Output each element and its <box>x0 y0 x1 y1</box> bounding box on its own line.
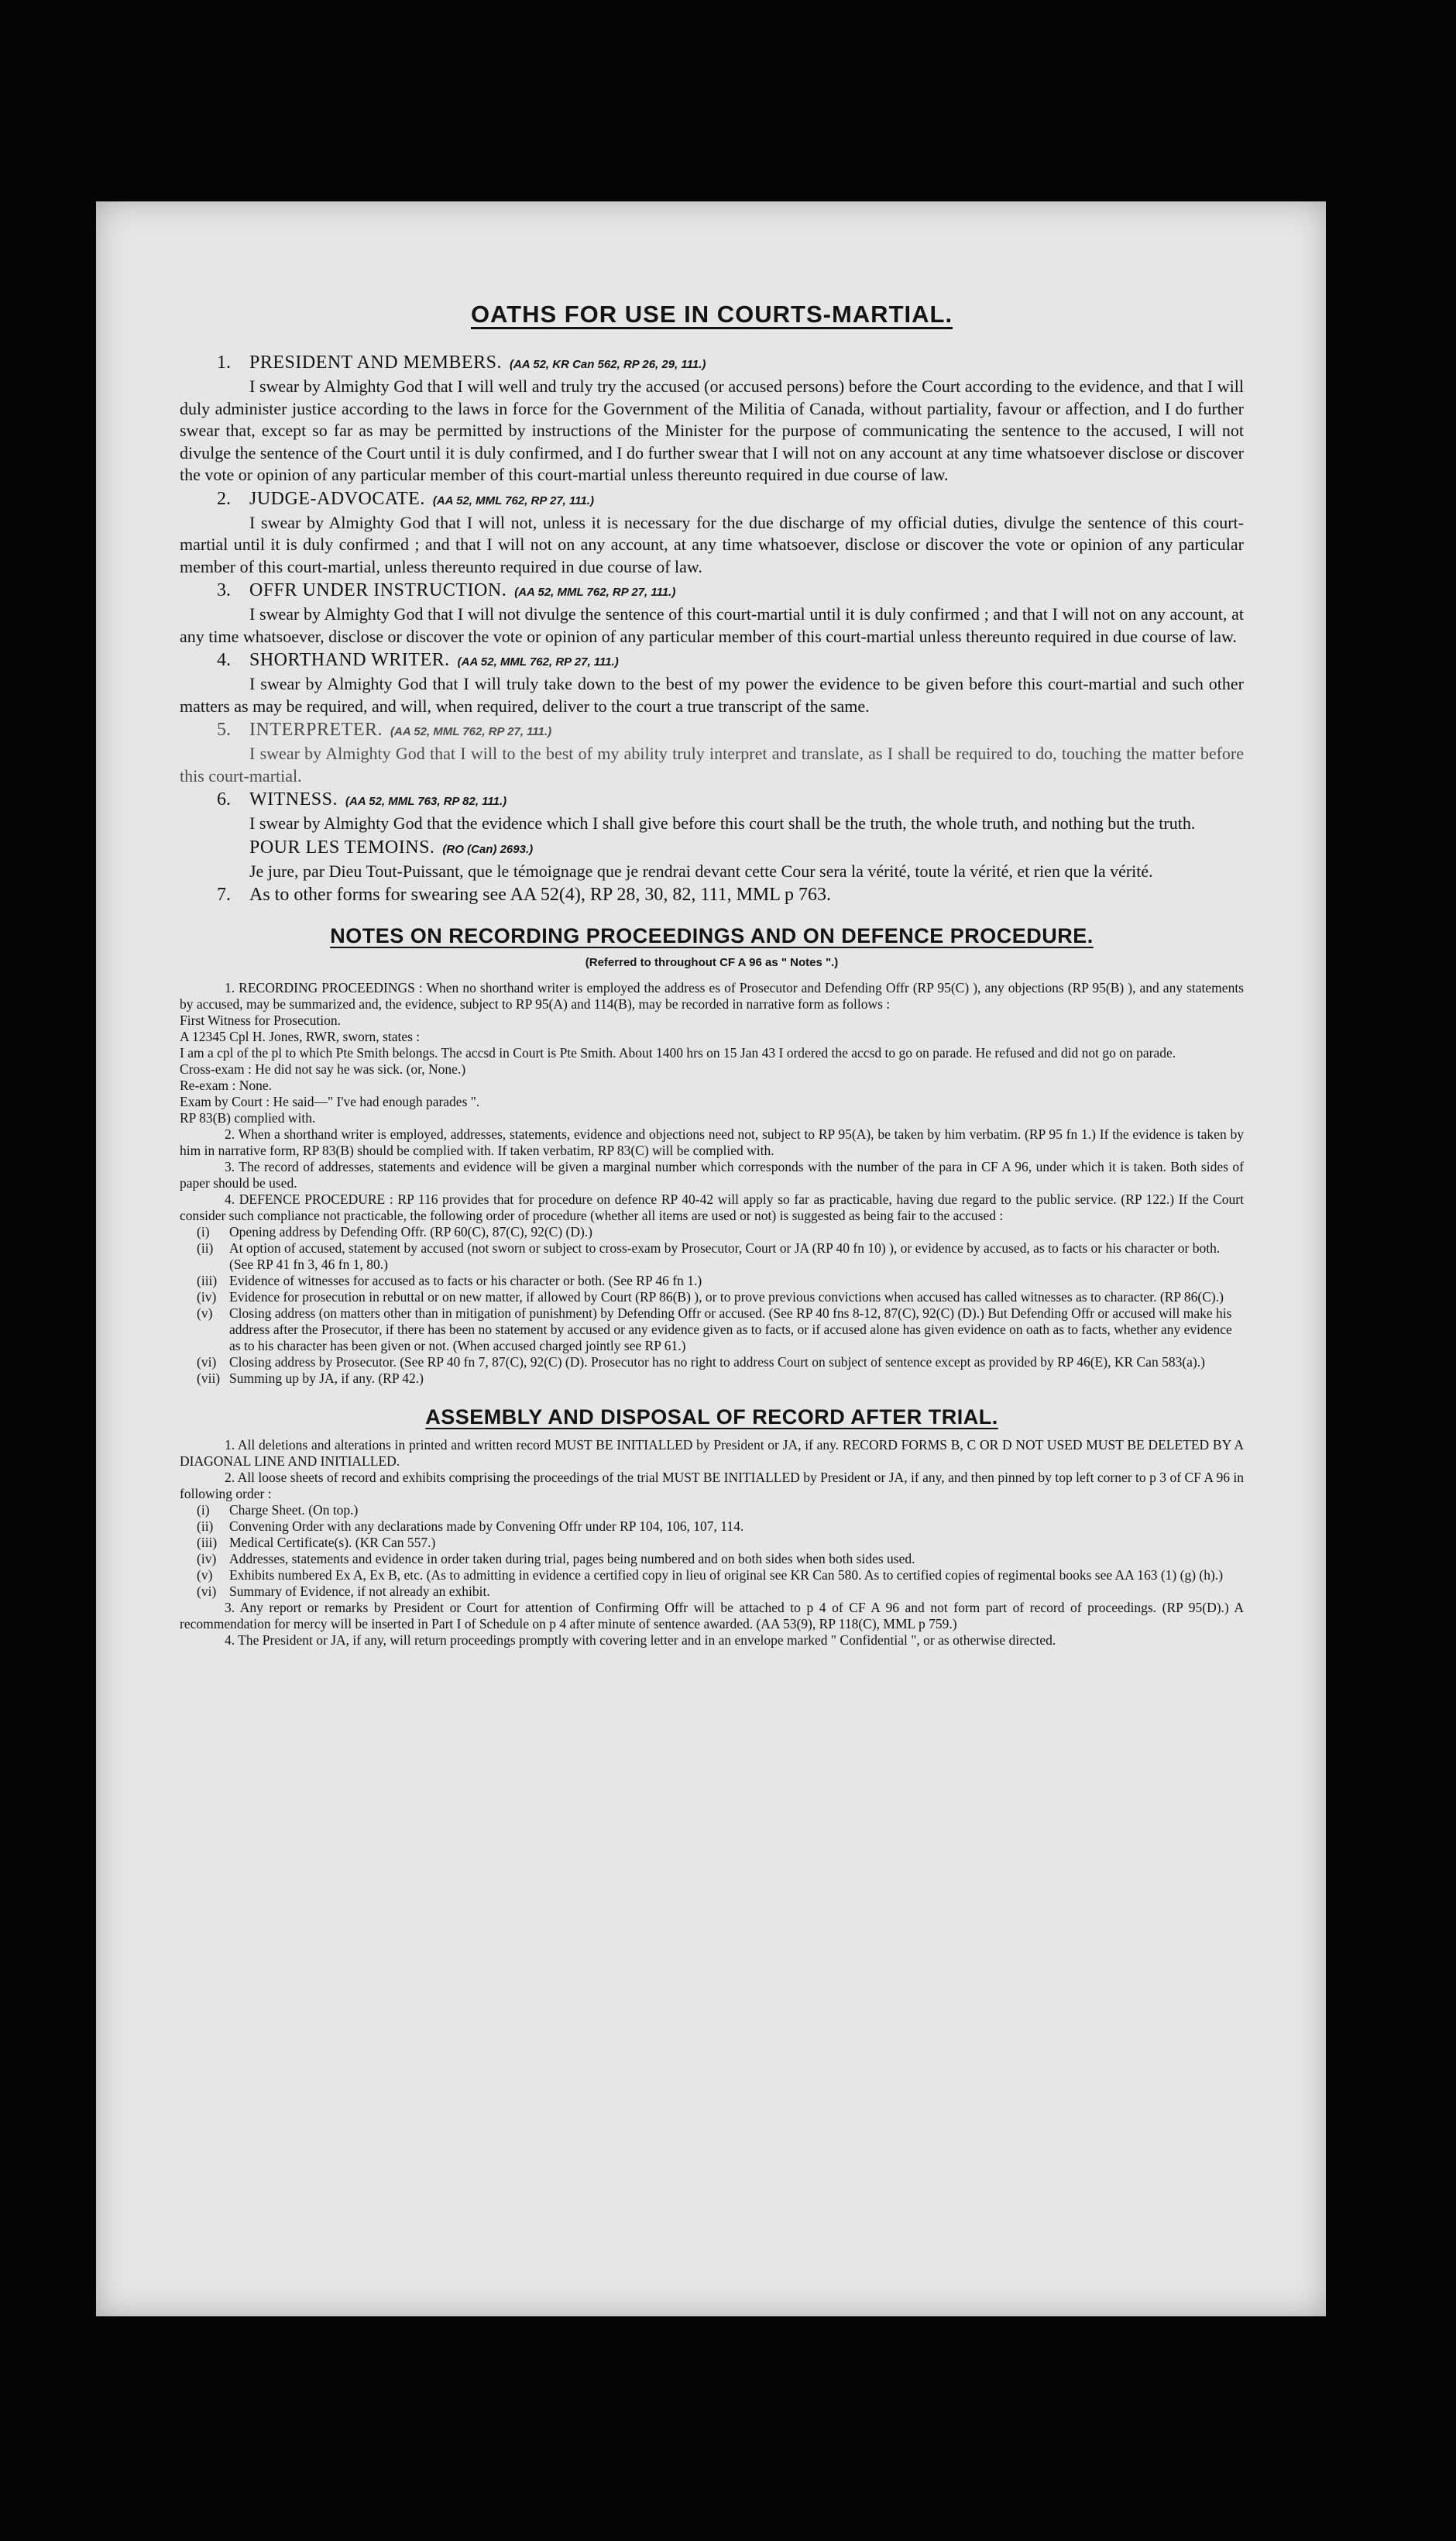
oath-reference: (AA 52, MML 763, RP 82, 111.) <box>345 795 507 808</box>
example-line: RP 83(B) complied with. <box>180 1110 316 1126</box>
oath-number: 3. <box>217 580 231 600</box>
oath-title: WITNESS. <box>249 789 338 810</box>
oath-item-7-text: As to other forms for swearing see AA 52(4), RP 28, 30, 82, 111, MML p 763. <box>249 885 832 905</box>
oath-text: I swear by Almighty God that the evidence which I shall give before this court shall be the truth, the whole truth, and nothing but the truth. <box>249 813 1196 833</box>
oath-reference: (AA 52, MML 762, RP 27, 111.) <box>514 586 676 599</box>
example-line: Exam by Court : He said—" I've had enough parades ". <box>180 1094 480 1109</box>
assembly-para-2: 2. All loose sheets of record and exhibits comprising the proceedings of the trial MUST BE INITIALLED by President or JA, if any, and then pinned by top left corner to p 3 of CF A 96 in following order : <box>180 1470 1244 1501</box>
procedure-item: (vi) Closing address by Prosecutor. (See RP 40 fn 7, 87(C), 92(C) (D). Prosecutor has no right to address Court on subject of sentence except as provided by RP 46(E), KR Can 583(a).) <box>197 1354 1205 1370</box>
assembly-para-4: 4. The President or JA, if any, will return proceedings promptly with covering letter and in an envelope marked " Confidential ", or as otherwise directed. <box>225 1632 1056 1648</box>
assembly-title: ASSEMBLY AND DISPOSAL OF RECORD AFTER TRIAL. <box>425 1405 998 1429</box>
procedure-item: (i) Opening address by Defending Offr. (RP 60(C), 87(C), 92(C) (D).) <box>197 1224 593 1240</box>
notes-subtitle: (Referred to throughout CF A 96 as " Notes ".) <box>585 956 839 969</box>
procedure-item: (vii) Summing up by JA, if any. (RP 42.) <box>197 1370 424 1386</box>
temoins-title: POUR LES TEMOINS. <box>249 837 435 858</box>
oath-item-1 <box>180 352 1244 487</box>
notes-para-2: 2. When a shorthand writer is employed, addresses, statements, evidence and objections need not, subject to RP 95(A), be taken by him verbatim. (RP 95 fn 1.) If the evidence is taken by him in narrative form, RP 83(B) should be complied with. If taken verbatim, RP 83(C) will be complied with. <box>180 1126 1244 1158</box>
oath-item-3 <box>180 579 1244 648</box>
oath-text: I swear by Almighty God that I will not divulge the sentence of this court-martial until it is duly confirmed ; and that I will not on any account, at any time whatsoever, disclose or discover the vote or opinion of any particular member of this court-martial unless thereunto required in due course of law. <box>180 604 1244 646</box>
oath-number: 6. <box>217 789 231 810</box>
oath-title: PRESIDENT AND MEMBERS. <box>249 352 502 373</box>
oath-item-2 <box>180 488 1244 579</box>
procedure-item: (iii) Evidence of witnesses for accused as to facts or his character or both. (See RP 46 fn 1.) <box>197 1273 702 1288</box>
oath-reference: (AA 52, MML 762, RP 27, 111.) <box>457 655 619 669</box>
notes-para-1: 1. RECORDING PROCEEDINGS : When no shorthand writer is employed the address es of Prosecutor and Defending Offr (RP 95(C) ), any objections (RP 95(B) ), and any statements by accused, may be summarized and, the evidence, subject to RP 95(A) and 114(B), may be recorded in narrative form as follows : <box>180 980 1244 1012</box>
oath-title: SHORTHAND WRITER. <box>249 650 450 670</box>
oath-number: 4. <box>217 650 231 670</box>
assembly-para-1: 1. All deletions and alterations in printed and written record MUST BE INITIALLED by President or JA, if any. RECORD FORMS B, C OR D NOT USED MUST BE DELETED BY A DIAGONAL LINE AND INITIALLED. <box>180 1437 1244 1469</box>
oath-number: 1. <box>217 352 231 373</box>
notes-para-3: 3. The record of addresses, statements and evidence will be given a marginal number which corresponds with the number of the para in CF A 96, under which it is taken. Both sides of paper should be used. <box>180 1159 1244 1191</box>
document-page <box>96 201 1326 2316</box>
oath-text: I swear by Almighty God that I will to the best of my ability truly interpret and translate, as I shall be required to do, touching the matter before this court-martial. <box>180 744 1244 786</box>
oath-title: JUDGE-ADVOCATE. <box>249 488 425 509</box>
assembly-para-3: 3. Any report or remarks by President or Court for attention of Confirming Offr will be attached to p 4 of CF A 96 and not form part of record of proceedings. (RP 95(D).) A recommendation for mercy will be inserted in Part I of Schedule on p 4 after minute of sentence awarded. (AA 53(9), RP 118(C), MML p 759.) <box>180 1600 1244 1632</box>
order-item: (vi) Summary of Evidence, if not already an exhibit. <box>197 1583 490 1599</box>
page-content <box>180 301 1244 1649</box>
oath-title: INTERPRETER. <box>249 720 383 740</box>
order-item: (iv) Addresses, statements and evidence in order taken during trial, pages being numbered and on both sides when both sides used. <box>197 1551 915 1566</box>
order-item: (i) Charge Sheet. (On top.) <box>197 1502 359 1518</box>
order-item: (v) Exhibits numbered Ex A, Ex B, etc. (As to admitting in evidence a certified copy in lieu of original see KR Can 580. As to certified copies of regimental books see AA 163 (1) (g) (h).) <box>197 1567 1224 1583</box>
temoins-text: Je jure, par Dieu Tout-Puissant, que le témoignage que je rendrai devant cette Cour sera la vérité, toute la vérité, et rien que la vérité. <box>249 861 1153 881</box>
oath-reference: (AA 52, KR Can 562, RP 26, 29, 111.) <box>509 358 706 371</box>
oaths-title: OATHS FOR USE IN COURTS-MARTIAL. <box>470 301 953 328</box>
example-record <box>180 1013 1244 1126</box>
oath-number: 5. <box>217 720 231 740</box>
oath-text: I swear by Almighty God that I will not, unless it is necessary for the due discharge of my official duties, divulge the sentence of this court-martial until it is duly confirmed ; and that I will not on any account, at any time whatsoever, disclose or discover the vote or opinion of any particular member of this court-martial, unless thereunto required in due course of law. <box>180 512 1244 576</box>
assembly-order-list <box>180 1502 1244 1600</box>
example-line: Re-exam : None. <box>180 1078 273 1093</box>
example-line: Cross-exam : He did not say he was sick. (or, None.) <box>180 1061 466 1077</box>
oath-temoins <box>180 837 1244 883</box>
oath-number: 2. <box>217 488 231 509</box>
oath-title: OFFR UNDER INSTRUCTION. <box>249 580 507 600</box>
oath-text: I swear by Almighty God that I will truly take down to the best of my power the evidence to be given before this court-martial and such other matters as may be required, and will, when required, deliver to the court a true transcript of the same. <box>180 674 1244 716</box>
oath-reference: (AA 52, MML 762, RP 27, 111.) <box>432 493 594 507</box>
defence-procedure-list <box>180 1224 1244 1387</box>
example-line: I am a cpl of the pl to which Pte Smith belongs. The accsd in Court is Pte Smith. About 1400 hrs on 15 Jan 43 I ordered the accsd to go on parade. He refused and did not go on parade. <box>180 1045 1176 1061</box>
oath-text: I swear by Almighty God that I will well and truly try the accused (or accused persons) before the Court according to the evidence, and that I will duly administer justice according to the laws in force for the Government of the Militia of Canada, without partiality, favour or affection, and I do further swear that, except so far as may be permitted by instructions of the Minister for the purpose of communicating the sentence to the accused, I will not divulge the sentence of the Court until it is duly confirmed, and I do further swear that I will not on any account at any time whatsoever disclose or discover the vote or opinion of any particular member of this court-martial unless thereunto required in due course of law. <box>180 377 1244 484</box>
notes-para-4: 4. DEFENCE PROCEDURE : RP 116 provides that for procedure on defence RP 40-42 will apply so far as practicable, having due regard to the public service. (RP 122.) If the Court consider such compliance not practicable, the following order of procedure (whether all items are used or not) is suggested as being fair to the accused : <box>180 1191 1244 1223</box>
order-item: (ii) Convening Order with any declarations made by Convening Offr under RP 104, 106, 107, 114. <box>197 1518 744 1534</box>
oath-item-7 <box>180 884 1244 906</box>
procedure-item: (v) Closing address (on matters other than in mitigation of punishment) by Defending Offr or accused. (See RP 40 fns 8-12, 87(C), 92(C) (D).) But Defending Offr or accused will make his address after the Prosecutor, if there has been no statement by accused or any evidence given as to facts, or if accused alone has given evidence on oath as to facts, whether any evidence as to his character has been given or not. (When accused charged jointly see RP 61.) <box>197 1305 1232 1353</box>
order-item: (iii) Medical Certificate(s). (KR Can 557.) <box>197 1535 436 1550</box>
procedure-item: (iv) Evidence for prosecution in rebuttal or on new matter, if allowed by Court (RP 86(B) ), or to prove previous convictions when accused has called witnesses as to character. (RP 86(C).) <box>197 1289 1224 1305</box>
oath-item-6 <box>180 789 1244 835</box>
example-line: A 12345 Cpl H. Jones, RWR, sworn, states : <box>180 1029 421 1044</box>
temoins-reference: (RO (Can) 2693.) <box>442 842 534 856</box>
notes-title: NOTES ON RECORDING PROCEEDINGS AND ON DEFENCE PROCEDURE. <box>330 924 1094 947</box>
example-line: First Witness for Prosecution. <box>180 1013 341 1028</box>
oath-item-5 <box>180 719 1244 787</box>
oath-item-4 <box>180 649 1244 717</box>
procedure-item: (ii) At option of accused, statement by accused (not sworn or subject to cross-exam by Prosecutor, Court or JA (RP 40 fn 10) ), or evidence by accused, as to facts or his character or both. (See RP 41 fn 3, 46 fn 1, 80.) <box>197 1240 1221 1272</box>
oath-reference: (AA 52, MML 762, RP 27, 111.) <box>390 725 552 738</box>
oath-number: 7. <box>217 885 231 905</box>
